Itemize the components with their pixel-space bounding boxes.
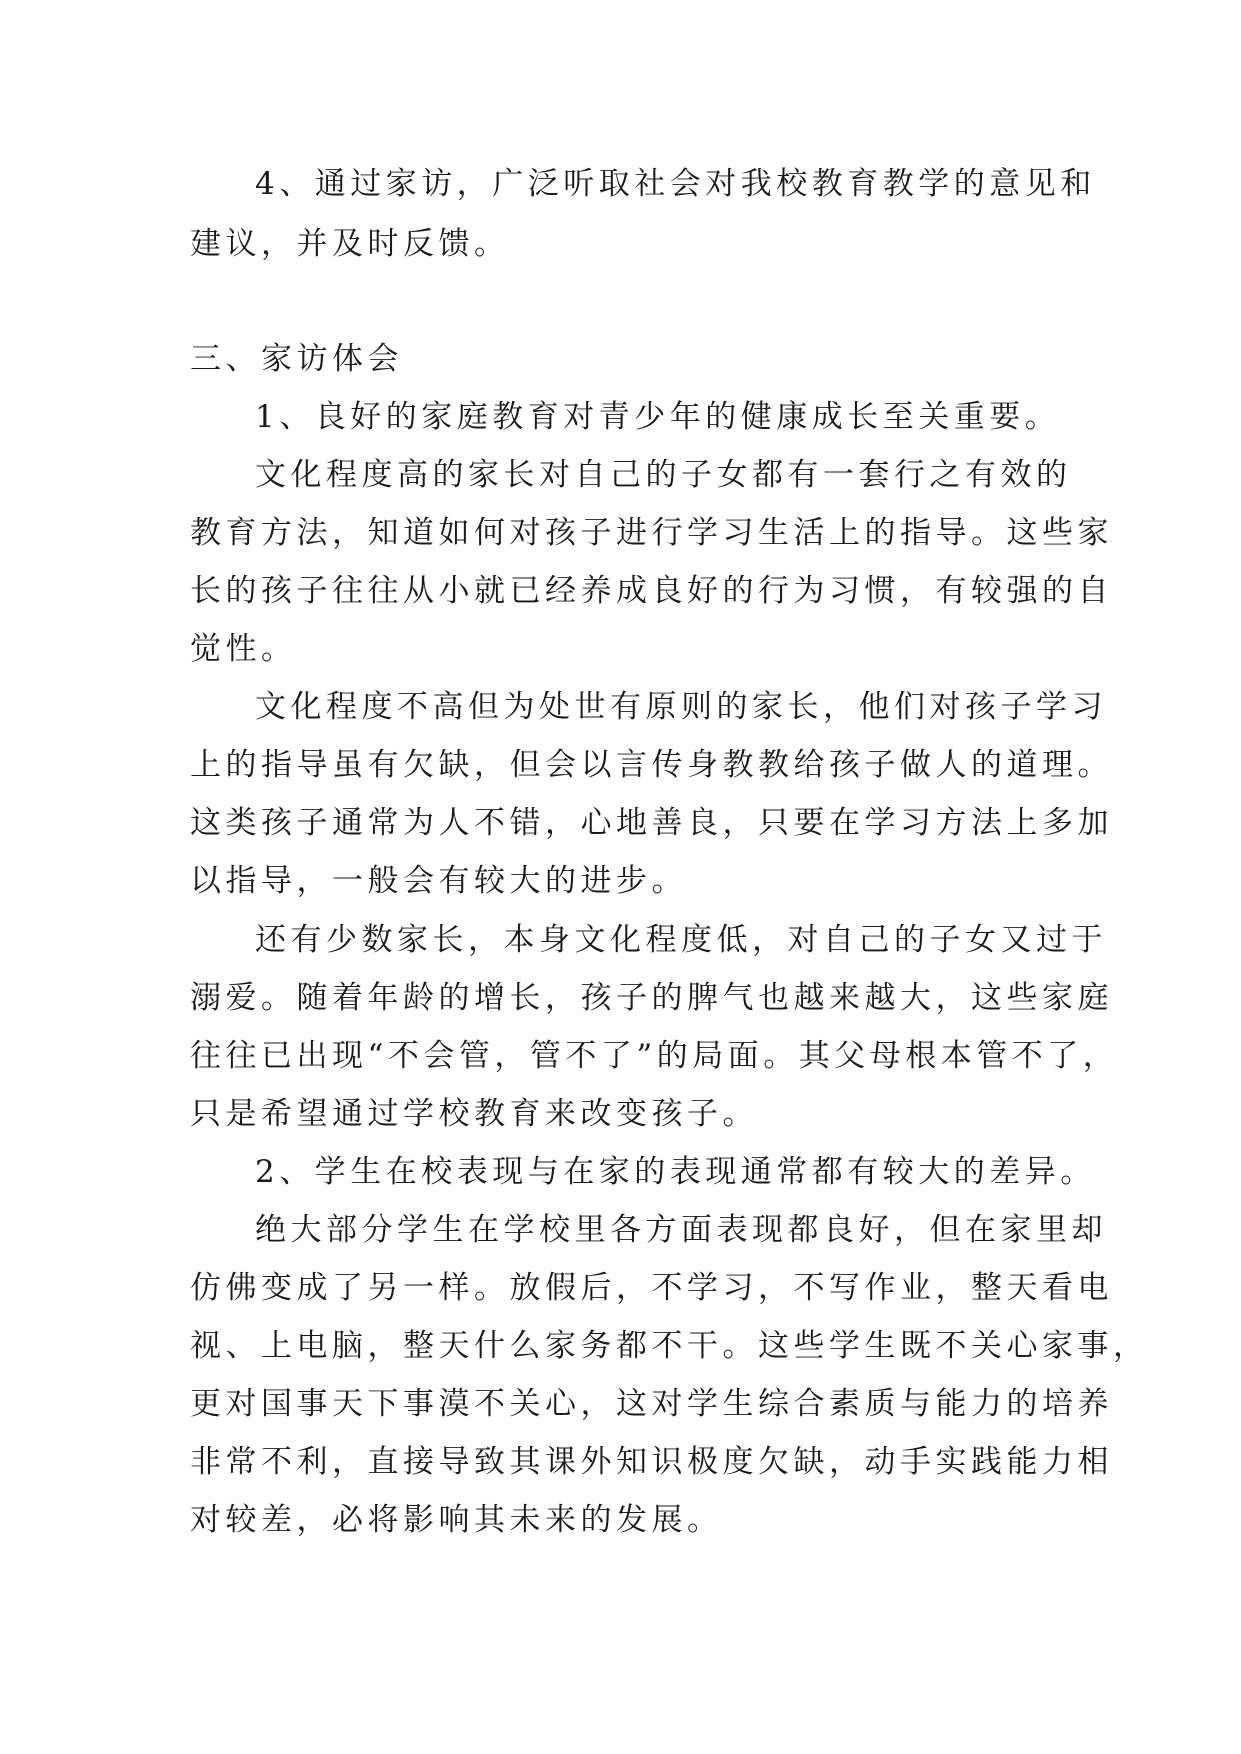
paragraph-line: 非常不利，直接导致其课外知识极度欠缺，动手实践能力相	[190, 1444, 1113, 1480]
paragraph-line: 对较差，必将影响其未来的发展。	[190, 1502, 723, 1538]
paragraph-line: 以指导，一般会有较大的进步。	[190, 863, 687, 899]
paragraph-line: 视、上电脑，整天什么家务都不干。这些学生既不关心家事，	[190, 1328, 1149, 1364]
section-heading: 三、家访体会	[190, 341, 403, 377]
paragraph-line: 觉性。	[190, 631, 297, 667]
paragraph-line: 文化程度不高但为处世有原则的家长，他们对孩子学习	[255, 689, 1107, 725]
paragraph-line: 建议，并及时反馈。	[190, 226, 510, 262]
paragraph-line: 仿佛变成了另一样。放假后，不学习，不写作业，整天看电	[190, 1270, 1113, 1306]
paragraph-line: 还有少数家长，本身文化程度低，对自己的子女又过于	[255, 922, 1107, 958]
paragraph-line: 这类孩子通常为人不错，心地善良，只要在学习方法上多加	[190, 805, 1113, 841]
paragraph-line: 文化程度高的家长对自己的子女都有一套行之有效的	[255, 457, 1072, 493]
paragraph-line: 上的指导虽有欠缺，但会以言传身教教给孩子做人的道理。	[190, 747, 1113, 783]
paragraph-line: 溺爱。随着年龄的增长，孩子的脾气也越来越大，这些家庭	[190, 980, 1113, 1016]
paragraph-line: 教育方法，知道如何对孩子进行学习生活上的指导。这些家	[190, 515, 1113, 551]
subheading: 1、良好的家庭教育对青少年的健康成长至关重要。	[255, 399, 1061, 435]
paragraph-line: 绝大部分学生在学校里各方面表现都良好，但在家里却	[255, 1212, 1107, 1248]
subheading: 2、学生在校表现与在家的表现通常都有较大的差异。	[255, 1154, 1096, 1190]
paragraph-line: 往往已出现“不会管，管不了”的局面。其父母根本管不了，	[190, 1038, 1119, 1074]
paragraph-line: 4、通过家访，广泛听取社会对我校教育教学的意见和	[255, 166, 1096, 202]
paragraph-line: 只是希望通过学校教育来改变孩子。	[190, 1096, 758, 1132]
paragraph-line: 长的孩子往往从小就已经养成良好的行为习惯，有较强的自	[190, 573, 1113, 609]
paragraph-line: 更对国事天下事漠不关心，这对学生综合素质与能力的培养	[190, 1386, 1113, 1422]
